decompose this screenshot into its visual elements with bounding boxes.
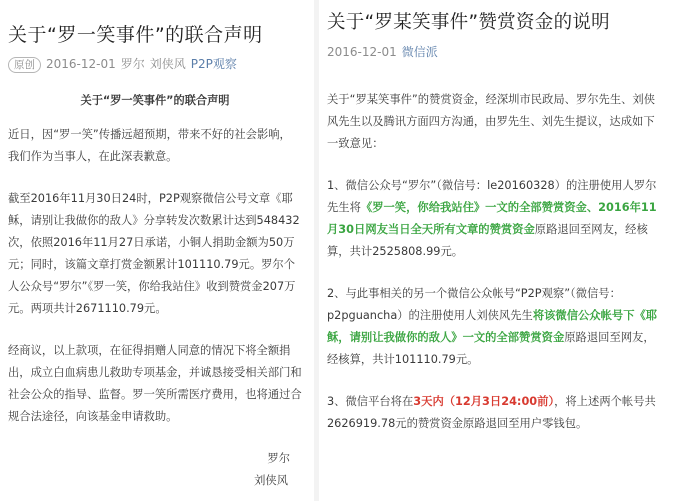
paragraph: 近日，因“罗一笑”传播远超预期，带来不好的社会影响，我们作为当事人，在此深表歉意。 [8,128,291,163]
highlight-text: 3天内（12月3日24:00前） [413,395,555,408]
item-text: 1、微信公众号“罗尔”（微信号：le20160328）的注册使用人罗尔先生将 [327,179,657,214]
item-text: 原路退回至网友，经核算，共计2525808.99元。 [327,223,648,258]
account-link[interactable]: P2P观察 [190,57,237,71]
article-body [327,89,663,455]
highlight-text: 《罗一笑，你给我站住》一文的全部赞赏资金、2016年11月30日网友当日全天所有文章的赞赏资金 [327,201,657,236]
publish-date: 2016-12-01 [46,57,116,71]
right-article [319,0,677,501]
author-name: 罗尔 [120,57,145,71]
list-item [327,175,663,263]
paragraph: 截至2016年11月30日24时，P2P观察微信公号文章《耶稣，请别让我做你的敌人》分享转发次数累计达到548432次，依照2016年11月27日承诺，小铜人捐助金额为50万元；同时，该篇文章打赏金额累计101110.79元。罗尔个人公众号“罗尔”《罗一笑，你给我站住》收到赞赏金207万元。两项共计2671110.79元。 [8,192,300,315]
article-title: 关于“罗一笑事件”的联合声明 [8,24,263,46]
highlight-text: 将该微信公众帐号下《耶稣，请别让我做你的敌人》一文的全部赞赏资金 [327,309,658,344]
article-meta [8,55,242,73]
account-link[interactable]: 微信派 [401,45,438,59]
item-text: 2、与此事相关的另一个微信公众帐号“P2P观察”（微信号：p2pguancha）的注册使用人刘侠风先生 [327,287,621,322]
author-name: 刘侠风 [149,57,186,71]
paragraph: 关于“罗某笑事件”的赞赏资金，经深圳市民政局、罗尔先生、刘侠风先生以及腾讯方面四方沟通，由罗先生、刘先生提议，达成如下一致意见： [327,93,656,150]
signature: 罗尔 [267,452,290,465]
article-title: 关于“罗某笑事件”赞赏资金的说明 [327,12,610,33]
article-body [8,90,302,492]
left-article [0,0,315,501]
body-heading: 关于“罗一笑事件”的联合声明 [80,94,230,107]
article-meta [327,43,443,60]
item-text: 3、微信平台将在 [327,395,414,408]
original-badge: 原创 [8,57,41,73]
item-text: ，将上述两个帐号共2626919.78元的赞赏资金原路退回至用户零钱包。 [327,395,656,430]
item-text: 原路退回至网友，经核算，共计101110.79元。 [327,331,655,366]
list-item [327,283,663,371]
publish-date: 2016-12-01 [327,45,397,59]
signature: 刘侠风 [254,474,288,487]
paragraph: 经商议，以上款项，在征得捐赠人同意的情况下将全额捐出，成立白血病患儿救助专项基金，并诚恳接受相关部门和社会公众的指导、监督。罗一笑所需医疗费用，也将通过合规合法途径，向该基金申请救助。 [8,344,302,423]
list-item [327,391,663,435]
